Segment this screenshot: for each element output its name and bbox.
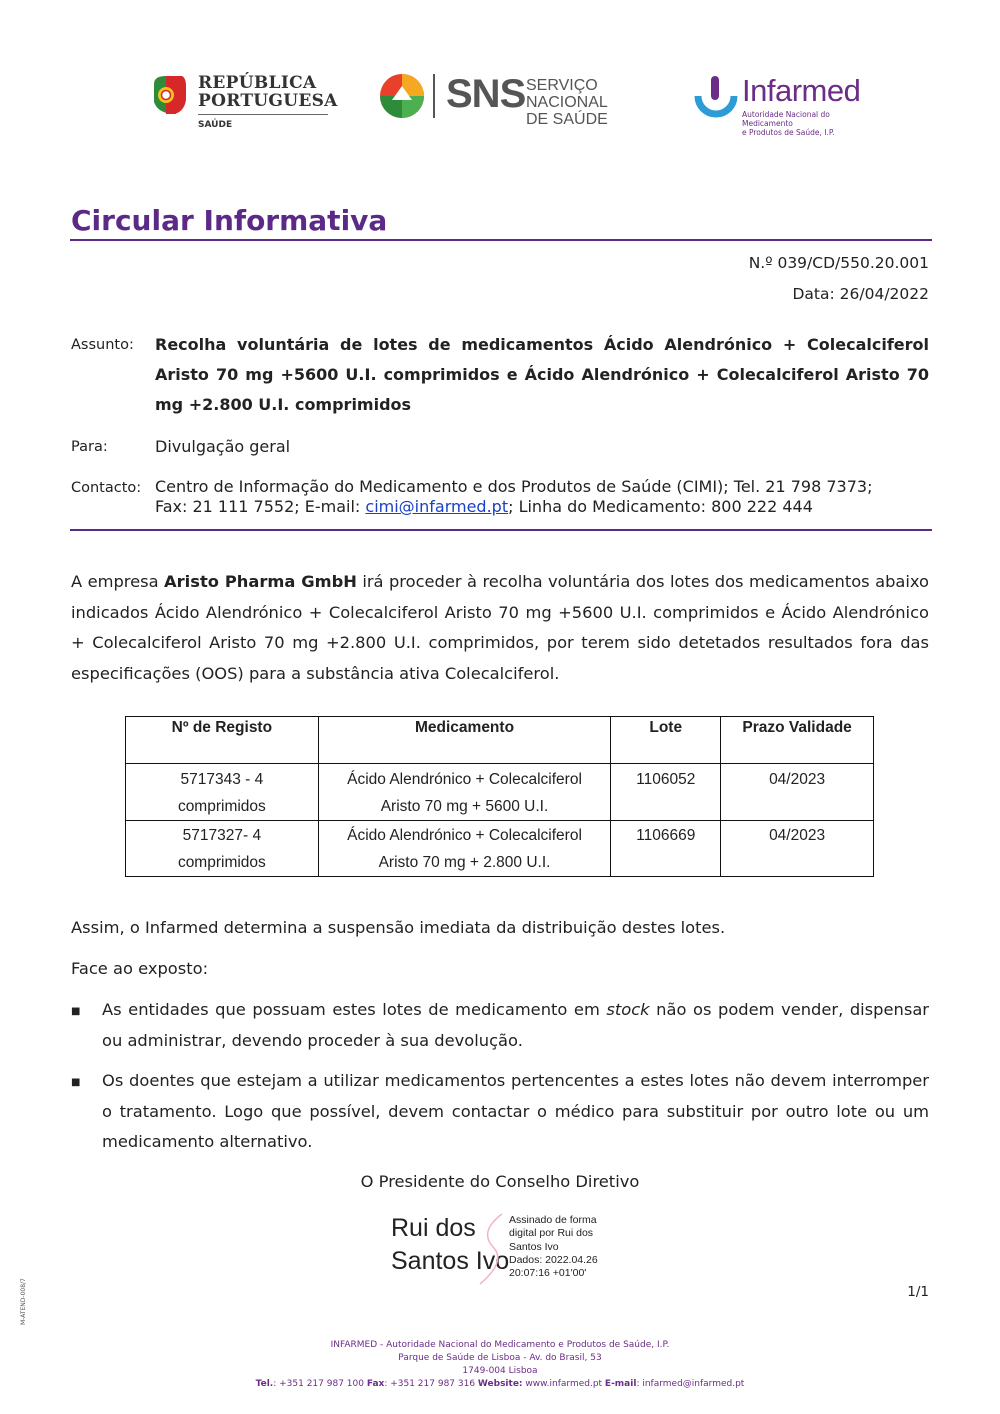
intro-paragraph bbox=[71, 567, 929, 689]
footer bbox=[0, 1339, 1000, 1391]
page-number: 1/1 bbox=[907, 1284, 929, 1300]
contacto-rest: ; Linha do Medicamento: 800 222 444 bbox=[508, 497, 813, 516]
medicamento-dose: Aristo 70 mg + 5600 U.I. bbox=[380, 797, 549, 815]
cell-medicamento bbox=[318, 821, 611, 877]
medicamento-dose: Aristo 70 mg + 2.800 U.I. bbox=[378, 853, 551, 871]
rp-line1: REPÚBLICA bbox=[198, 73, 317, 93]
footer-fax: : +351 217 987 316 bbox=[384, 1379, 478, 1389]
footer-line1: INFARMED - Autoridade Nacional do Medicamento e Produtos de Saúde, I.P. bbox=[330, 1340, 670, 1350]
cell-lote: 1106669 bbox=[611, 821, 721, 877]
para-text: Divulgação geral bbox=[155, 437, 291, 456]
registo-number: 5717343 - 4 bbox=[180, 771, 264, 788]
side-form-code: M-ATEND-008/7 bbox=[20, 1278, 27, 1325]
reference-number: N.º 039/CD/550.20.001 bbox=[748, 254, 929, 272]
footer-contacts bbox=[0, 1378, 1000, 1391]
sns-emblem-icon bbox=[378, 72, 426, 120]
col-header-registo: Nº de Registo bbox=[126, 717, 319, 764]
bullet-item-2: Os doentes que estejam a utilizar medicamentos pertencentes a estes lotes não devem interromper o tratamento. Logo que possível, devem contactar o médico para substituir por outro lote ou um medicamento alternativo. bbox=[102, 1071, 929, 1151]
footer-mail-label: E-mail bbox=[604, 1379, 637, 1389]
sns-line2: DE SAÚDE bbox=[526, 111, 608, 128]
signer-name-line1: Rui dos bbox=[391, 1214, 476, 1242]
footer-fax-label: Fax bbox=[366, 1379, 385, 1389]
cell-prazo: 04/2023 bbox=[721, 821, 874, 877]
cell-medicamento bbox=[318, 764, 611, 821]
rp-line2: PORTUGUESA bbox=[198, 91, 338, 111]
medicamento-name: Ácido Alendrónico + Colecalciferol bbox=[347, 771, 582, 788]
rp-sub: SAÚDE bbox=[198, 120, 233, 130]
sig-info-line2: digital por Rui dos bbox=[509, 1227, 594, 1240]
footer-line2: Parque de Saúde de Lisboa - Av. do Brasil, 53 bbox=[398, 1353, 602, 1363]
contacto-line2 bbox=[155, 497, 929, 517]
header-bottom-divider bbox=[70, 529, 932, 531]
sns-logo bbox=[378, 72, 648, 128]
intro-pre: A empresa bbox=[71, 572, 165, 591]
para-label: Para: bbox=[71, 439, 108, 455]
lots-table bbox=[125, 716, 874, 877]
rp-divider bbox=[198, 114, 328, 115]
republica-portuguesa-logo bbox=[152, 72, 338, 134]
registo-form: comprimidos bbox=[177, 797, 266, 815]
intro-post: irá proceder à recolha voluntária dos lotes dos medicamentos abaixo indicados Ácido Alendrónico + Colecalciferol Aristo 70 mg +5600 U.I. comprimidos e Ácido Alendrónico + Colecalciferol Aristo 70 mg +2.800 U.I. comprimidos, por terem sido detetados resultados fora das especificações (OOS) para a substância ativa Colecalciferol. bbox=[71, 572, 929, 683]
cell-prazo: 04/2023 bbox=[721, 764, 874, 821]
signer-role: O Presidente do Conselho Diretivo bbox=[360, 1172, 640, 1191]
signer-name-line2: Santos Ivo bbox=[391, 1247, 510, 1275]
bullet-icon: ■ bbox=[71, 1006, 81, 1017]
title-divider bbox=[70, 239, 932, 241]
bullet-icon: ■ bbox=[71, 1077, 81, 1088]
b1-em: stock bbox=[606, 1000, 650, 1019]
table-row bbox=[126, 821, 874, 877]
cell-lote: 1106052 bbox=[611, 764, 721, 821]
sig-info-line5: 20:07:16 +01'00' bbox=[509, 1267, 587, 1280]
b1-pre: As entidades que possuam estes lotes de medicamento em bbox=[102, 1000, 607, 1019]
footer-line3: 1749-004 Lisboa bbox=[462, 1366, 538, 1376]
sns-divider bbox=[433, 74, 435, 118]
company-name: Aristo Pharma GmbH bbox=[164, 572, 357, 591]
portugal-emblem-icon bbox=[152, 74, 188, 116]
sns-abbr: SNS bbox=[446, 72, 526, 116]
col-header-lote: Lote bbox=[611, 717, 721, 764]
col-header-prazo: Prazo Validade bbox=[721, 717, 874, 764]
sig-info-line3: Santos Ivo bbox=[509, 1240, 559, 1253]
document-date: Data: 26/04/2022 bbox=[792, 285, 929, 303]
determination-text: Assim, o Infarmed determina a suspensão imediata da distribuição destes lotes. bbox=[71, 918, 726, 937]
digital-signature-info bbox=[509, 1214, 598, 1280]
table-row bbox=[126, 764, 874, 821]
b1-post: não os podem vender, dispensar ou administrar, devendo proceder à sua devolução. bbox=[102, 1000, 929, 1050]
contacto-label: Contacto: bbox=[71, 480, 142, 496]
cell-registo bbox=[126, 821, 319, 877]
contacto-fax: Fax: 21 111 7552; E-mail: bbox=[155, 497, 366, 516]
signature-mark-icon bbox=[472, 1212, 512, 1286]
footer-email[interactable]: : infarmed@infarmed.pt bbox=[636, 1379, 745, 1389]
contacto-line1: Centro de Informação do Medicamento e dos Produtos de Saúde (CIMI); Tel. 21 798 7373; bbox=[155, 477, 873, 496]
face-text: Face ao exposto: bbox=[71, 959, 209, 978]
cell-registo bbox=[126, 764, 319, 821]
page-title: Circular Informativa bbox=[71, 204, 388, 237]
bullet-item-1 bbox=[102, 995, 929, 1056]
assunto-label: Assunto: bbox=[71, 337, 134, 353]
footer-tel-label: Tel. bbox=[255, 1379, 274, 1389]
infarmed-sub1: Autoridade Nacional do Medicamento bbox=[742, 110, 830, 128]
infarmed-name: Infarmed bbox=[742, 73, 861, 108]
assunto-text: Recolha voluntária de lotes de medicamentos Ácido Alendrónico + Colecalciferol Aristo 70 mg +5600 U.I. comprimidos e Ácido Alendrónico + Colecalciferol Aristo 70 mg +2.800 U.I. comprimidos bbox=[155, 335, 929, 414]
sig-info-line1: Assinado de forma bbox=[509, 1214, 597, 1226]
footer-web-label: Website: bbox=[477, 1379, 523, 1389]
infarmed-emblem-icon bbox=[694, 74, 738, 118]
sig-info-line4: Dados: 2022.04.26 bbox=[509, 1253, 598, 1266]
infarmed-logo bbox=[694, 72, 874, 137]
registo-number: 5717327- 4 bbox=[182, 827, 262, 844]
cimi-email-link[interactable]: cimi@infarmed.pt bbox=[365, 497, 509, 516]
footer-website[interactable]: www.infarmed.pt bbox=[522, 1379, 605, 1389]
sns-line1: SERVIÇO NACIONAL bbox=[526, 77, 608, 111]
medicamento-name: Ácido Alendrónico + Colecalciferol bbox=[347, 827, 582, 844]
footer-tel: : +351 217 987 100 bbox=[273, 1379, 367, 1389]
col-header-medicamento: Medicamento bbox=[318, 717, 611, 764]
table-header-row bbox=[126, 717, 874, 764]
registo-form: comprimidos bbox=[177, 853, 266, 871]
infarmed-sub2: e Produtos de Saúde, I.P. bbox=[742, 128, 835, 137]
contacto-text bbox=[155, 477, 929, 517]
